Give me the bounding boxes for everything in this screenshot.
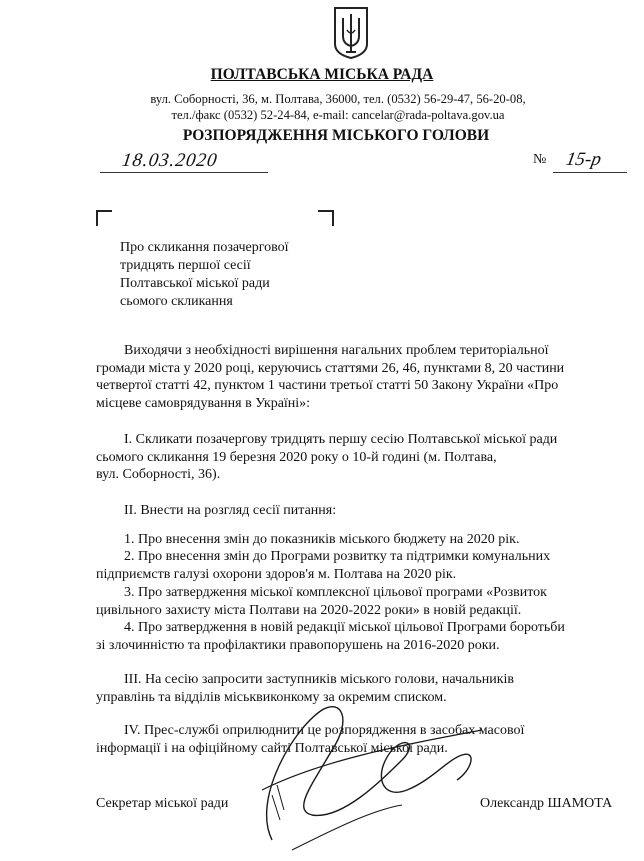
- item-2-sub-2-line: підприємств галузі охорони здоров'я м. Полтава на 2020 рік.: [96, 566, 457, 582]
- item-4-line: IV. Прес-службі оприлюднити це розпорядження в засобах масової: [124, 723, 525, 738]
- item-2-sub-4-line: зі злочинністю та профілактики правопорушень на 2016-2020 роки.: [96, 637, 500, 653]
- signer-title: Секретар міської ради: [96, 796, 229, 811]
- item-1-paragraph: [96, 431, 620, 484]
- date-underline: [100, 172, 268, 173]
- item-4-line: інформації і на офіційному сайті Полтавської міської ради.: [96, 740, 448, 756]
- document-number: 15-р: [564, 149, 603, 170]
- subject-line: тридцять першої сесії: [120, 258, 251, 273]
- item-1-line: І. Скликати позачергову тридцять першу сесію Полтавської міської ради: [124, 432, 558, 447]
- item-1-line: сьомого скликання 19 березня 2020 року о 10-й годині (м. Полтава,: [96, 449, 497, 465]
- number-underline: [553, 172, 627, 173]
- number-sign: №: [533, 152, 547, 167]
- item-3-line: управлінь та відділів міськвиконкому за окремим списком.: [96, 689, 447, 705]
- item-2-sub-4-line: 4. Про затвердження в новій редакції міської цільової Програми боротьби: [124, 620, 565, 635]
- document-type-title: РОЗПОРЯДЖЕННЯ МІСЬКОГО ГОЛОВИ: [182, 127, 490, 144]
- intro-line: громади міста у 2020 році, керуючись статтями 26, 46, пунктами 8, 20 частини: [96, 360, 565, 376]
- address-line-1: вул. Соборності, 36, м. Полтава, 36000, тел. (0532) 56-29-47, 56-20-08,: [150, 92, 526, 106]
- subject-line: сьомого скликання: [120, 294, 233, 309]
- intro-line: Виходячи з необхідності вирішення нагальних проблем територіальної: [124, 343, 549, 358]
- intro-line: четвертої статті 42, пунктом 1 частини третьої статті 50 Закону України «Про: [96, 378, 559, 393]
- item-2-sub-3: [96, 584, 620, 619]
- org-name: ПОЛТАВСЬКА МІСЬКА РАДА: [210, 66, 434, 83]
- item-2-sub-3-line: 3. Про затвердження міської комплексної цільової програми «Розвиток: [124, 585, 547, 600]
- item-2-heading: [96, 502, 620, 520]
- trident-emblem-icon: [333, 6, 369, 60]
- intro-line: місцеве самоврядування в Україні»:: [96, 395, 311, 411]
- subject-corner-left: [96, 210, 112, 226]
- item-2-sub-1: [96, 531, 620, 549]
- signer-name: Олександр ШАМОТА: [480, 796, 613, 811]
- item-2-sub-2: [96, 548, 620, 583]
- handwritten-signature: [232, 690, 502, 855]
- item-2-sub-1-text: 1. Про внесення змін до показників міського бюджету на 2020 рік.: [124, 532, 520, 547]
- item-1-line: вул. Соборності, 36).: [96, 467, 221, 482]
- item-2-sub-4: [96, 619, 620, 654]
- item-3-line: ІІІ. На сесію запросити заступників міського голови, начальників: [124, 672, 515, 687]
- subject-corner-right: [318, 210, 334, 226]
- item-2-sub-2-line: 2. Про внесення змін до Програми розвитку та підтримки комунальних: [124, 549, 551, 564]
- address-line-2: тел./факс (0532) 52-24-84, e-mail: cancelar@rada-poltava.gov.ua: [171, 108, 505, 122]
- intro-paragraph: [96, 342, 620, 412]
- document-date: 18.03.2020: [120, 150, 220, 171]
- subject-line: Про скликання позачергової: [120, 240, 289, 255]
- item-2-heading-text: ІІ. Внести на розгляд сесії питання:: [124, 503, 337, 518]
- item-2-sub-3-line: цивільного захисту міста Полтави на 2020-2022 роки» в новій редакції.: [96, 602, 522, 618]
- subject-block: [120, 239, 289, 311]
- subject-line: Полтавської міської ради: [120, 276, 270, 291]
